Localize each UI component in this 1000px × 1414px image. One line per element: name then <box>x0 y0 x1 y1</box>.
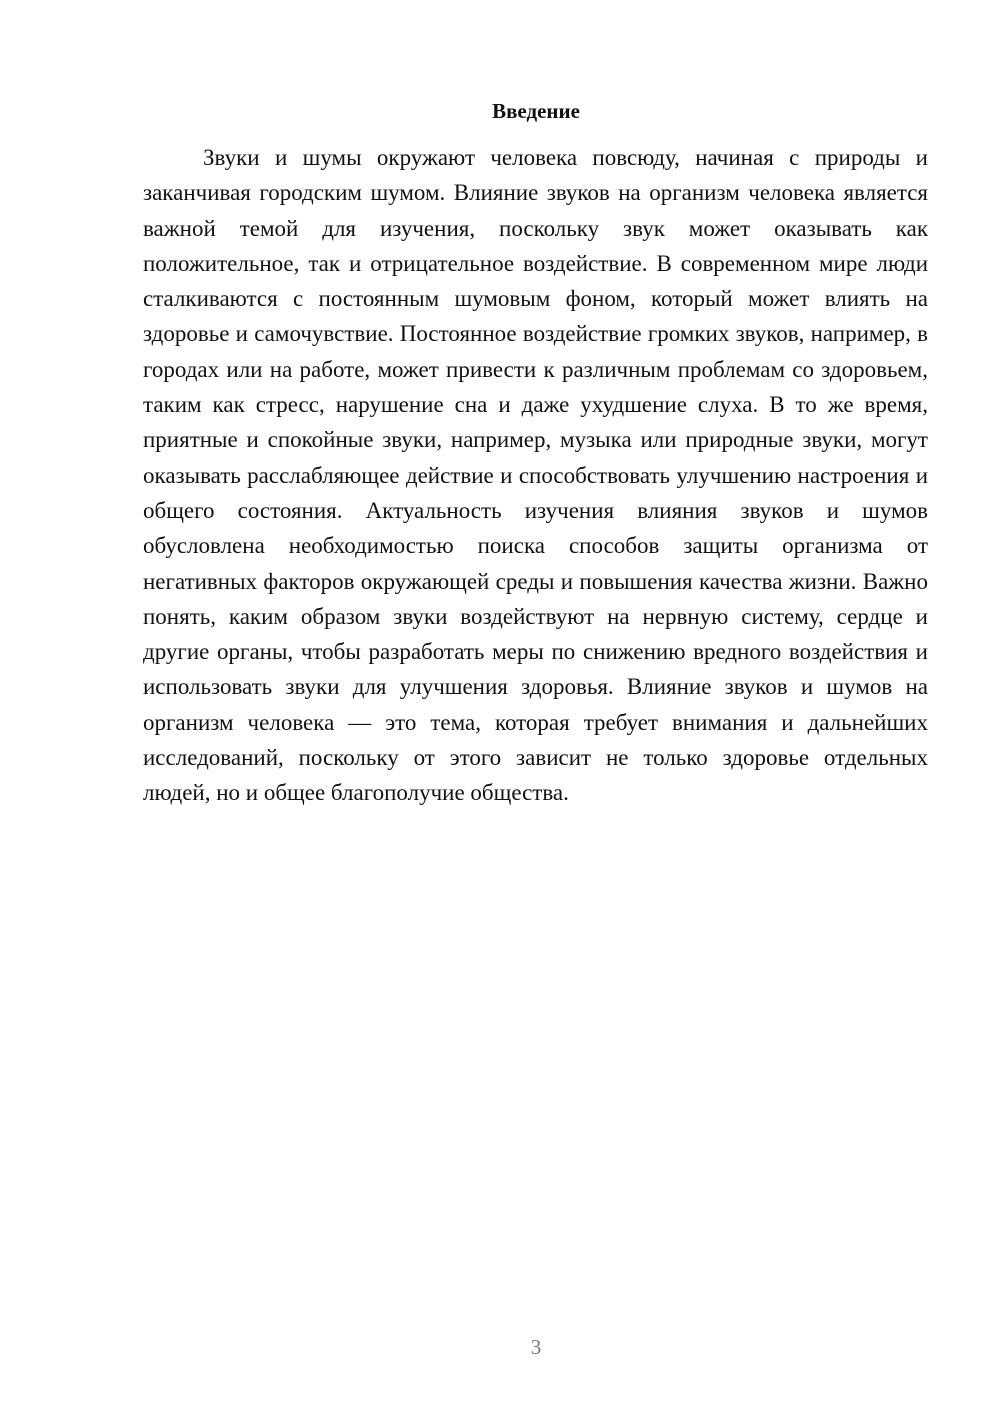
body-paragraph: Звуки и шумы окружают человека повсюду, начиная с природы и заканчивая городским шумом. Влияние звуков на организм человека является важной темой для изучения, поскольку звук может оказывать как положительное, так и отрицательное воздействие. В современном мире люди сталкиваются с постоянным шумовым фоном, который может влиять на здоровье и самочувствие. Постоянное воздействие громких звуков, например, в городах или на работе, может привести к различным проблемам со здоровьем, таким как стресс, нарушение сна и даже ухудшение слуха. В то же время, приятные и спокойные звуки, например, музыка или природные звуки, могут оказывать расслабляющее действие и способствовать улучшению настроения и общего состояния. Актуальность изучения влияния звуков и шумов обусловлена необходимостью поиска способов защиты организма от негативных факторов окружающей среды и повышения качества жизни. Важно понять, каким образом звуки воздействуют на нервную систему, сердце и другие органы, чтобы разработать меры по снижению вредного воздействия и использовать звуки для улучшения здоровья. Влияние звуков и шумов на организм человека — это тема, которая требует внимания и дальнейших исследований, поскольку от этого зависит не только здоровье отдельных людей, но и общее благополучие общества. <box>143 145 928 806</box>
section-heading: Введение <box>492 99 580 123</box>
page-number: 3 <box>530 1335 542 1359</box>
